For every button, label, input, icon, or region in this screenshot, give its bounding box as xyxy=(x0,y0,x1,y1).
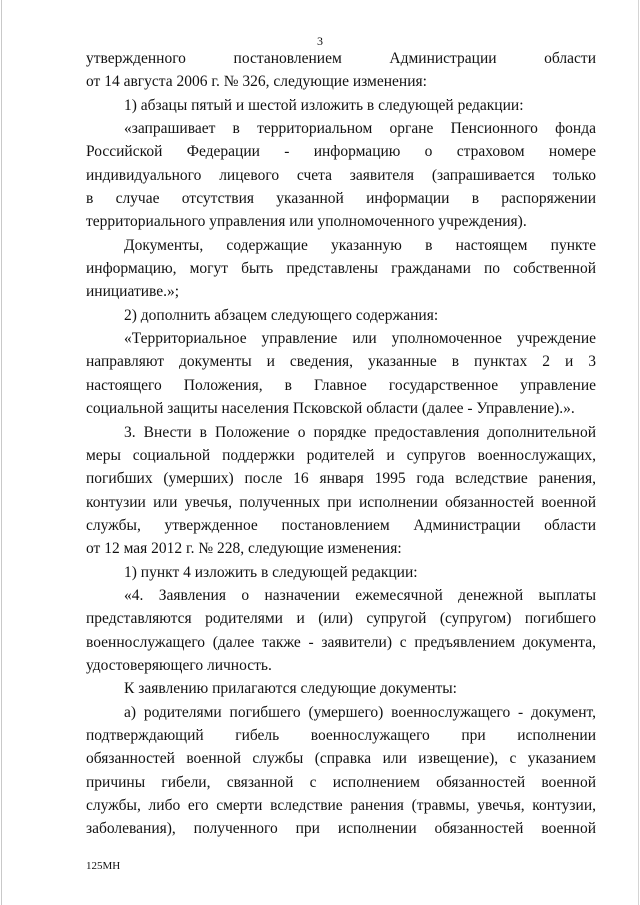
text-line: погибших (умерших) после 16 января 1995 года вследствие ранения, xyxy=(86,470,596,488)
document-body xyxy=(86,47,596,841)
text-line: причины гибели, связанной с исполнением обязанностей военной xyxy=(86,773,596,791)
text-line: «4. Заявления о назначении ежемесячной денежной выплаты xyxy=(124,586,596,604)
text-line: в случае отсутствия указанной информации в распоряжении xyxy=(86,190,596,208)
text-line: социальной защиты населения Псковской области (далее - Управление).». xyxy=(86,400,575,418)
footer-document-code: 125МН xyxy=(86,860,121,872)
text-line: Российской Федерации - информацию о страховом номере xyxy=(86,143,596,161)
text-line: а) родителями погибшего (умершего) военнослужащего - документ, xyxy=(124,703,596,721)
text-line: Документы, содержащие указанную в настоящем пункте xyxy=(124,236,596,254)
text-line: представляются родителями и (или) супругой (супругом) погибшего xyxy=(86,610,596,628)
text-line: 1) пункт 4 изложить в следующей редакции: xyxy=(124,563,418,581)
text-line: направляют документы и сведения, указанные в пунктах 2 и 3 xyxy=(86,353,596,371)
text-line: контузии или увечья, полученных при исполнении обязанностей военной xyxy=(86,493,596,511)
page-number: 3 xyxy=(317,34,323,48)
text-line: военнослужащего (далее также - заявители) с предъявлением документа, xyxy=(86,633,596,651)
text-line: заболевания), полученного при исполнении обязанностей военной xyxy=(86,820,596,838)
text-line: индивидуального лицевого счета заявителя (запрашивается только xyxy=(86,166,596,184)
text-line: 2) дополнить абзацем следующего содержания: xyxy=(124,306,439,324)
text-line: 3. Внести в Положение о порядке предоставления дополнительной xyxy=(124,423,596,441)
page-right-edge xyxy=(638,0,639,905)
page-left-edge xyxy=(1,0,2,905)
text-line: службы, либо его смерти вследствие ранения (травмы, увечья, контузии, xyxy=(86,797,596,814)
text-line: инициативе.»; xyxy=(86,283,180,301)
text-line: «запрашивает в территориальном органе Пенсионного фонда xyxy=(124,120,596,138)
text-line: службы, утвержденное постановлением Администрации области xyxy=(86,516,596,534)
text-line: информацию, могут быть представлены гражданами по собственной xyxy=(86,260,596,278)
text-line: 1) абзацы пятый и шестой изложить в следующей редакции: xyxy=(124,96,524,114)
text-line: «Территориальное управление или уполномоченное учреждение xyxy=(124,330,596,348)
text-line: от 12 мая 2012 г. № 228, следующие изменения: xyxy=(86,540,402,558)
text-line: К заявлению прилагаются следующие документы: xyxy=(124,680,457,698)
text-line: от 14 августа 2006 г. № 326, следующие изменения: xyxy=(86,73,427,91)
text-line: меры социальной поддержки родителей и супругов военнослужащих, xyxy=(86,446,596,464)
text-line: территориального управления или уполномоченного учреждения). xyxy=(86,213,527,231)
text-line: обязанностей военной службы (справка или извещение), с указанием xyxy=(86,750,596,768)
text-line: удостоверяющего личность. xyxy=(86,656,272,674)
text-line: настоящего Положения, в Главное государственное управление xyxy=(86,376,596,394)
text-line: утвержденного постановлением Администрации области xyxy=(86,50,596,67)
text-line: подтверждающий гибель военнослужащего при исполнении xyxy=(86,726,596,744)
